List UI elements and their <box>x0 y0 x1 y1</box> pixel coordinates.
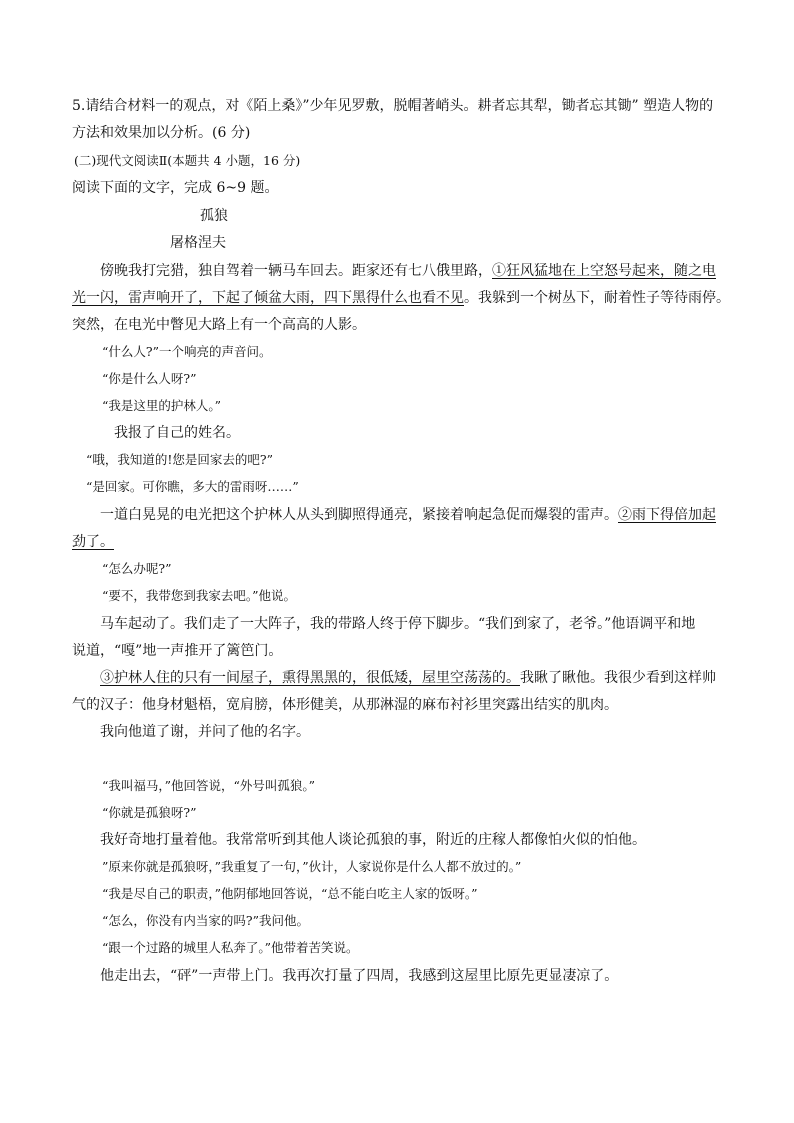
paragraph-7: 他走出去，“砰”一声带上门。我再次打量了四周，我感到这屋里比原先更显凄凉了。 <box>100 968 619 984</box>
dialogue-line: “哦，我知道的!您是回家去的吧?” <box>86 452 274 467</box>
underlined-sentence-3: ③护林人住的只有一间屋子，熏得黑黑的，很低矮，屋里空荡荡的。 <box>100 670 520 686</box>
paragraph-1-line-1 <box>100 262 716 280</box>
paragraph-4-line-2: 气的汉子：他身材魁梧，宽肩膀，体形健美，从那淋湿的麻布衬衫里突露出结实的肌肉。 <box>72 697 618 713</box>
dialogue-line: “你是什么人呀?” <box>102 371 197 386</box>
paragraph-1-text-cont: 。我躲到一个树丛下，耐着性子等待雨停。 <box>464 290 730 306</box>
paragraph-1-line-2 <box>72 289 730 307</box>
paragraph-4-text: 我瞅了瞅他。我很少看到这样帅 <box>520 670 716 686</box>
dialogue-line: “是回家。可你瞧，多大的雷雨呀……” <box>86 479 299 494</box>
underlined-sentence-1-cont: 光一闪，雷声响开了，下起了倾盆大雨，四下黑得什么也看不见 <box>72 290 464 306</box>
dialogue-line: “你就是孤狼呀?” <box>102 805 197 820</box>
dialogue-line: ”原来你就是孤狼呀，”我重复了一句，”伙计，人家说你是什么人都不放过的。” <box>102 859 522 874</box>
dialogue-line: “要不，我带您到我家去吧。”他说。 <box>102 588 297 603</box>
narration-line: 我报了自己的姓名。 <box>114 425 240 441</box>
paragraph-2-line-2 <box>72 533 114 551</box>
story-title: 孤狼 <box>200 208 228 224</box>
underlined-sentence-1: ①狂风猛地在上空怒号起来，随之电 <box>492 263 716 279</box>
section-heading: (二)现代文阅读Ⅱ(本题共 4 小题，16 分) <box>74 153 301 168</box>
story-author: 屠格涅夫 <box>170 235 226 251</box>
dialogue-line: “我是这里的护林人。” <box>102 398 222 413</box>
paragraph-1-line-3: 突然，在电光中瞥见大路上有一个高高的人影。 <box>72 317 366 333</box>
section-instruction: 阅读下面的文字，完成 6~9 题。 <box>72 180 279 196</box>
paragraph-3-line-1: 马车起动了。我们走了一大阵子，我的带路人终于停下脚步。“我们到家了，老爷。”他语调平和地 <box>100 616 696 632</box>
paragraph-2-line-1 <box>100 506 716 524</box>
underlined-sentence-2: ②雨下得倍加起 <box>618 507 716 523</box>
dialogue-line: “怎么，你没有内当家的吗?”我问他。 <box>102 913 309 928</box>
question-5-line-1: 5.请结合材料一的观点，对《陌上桑》”少年见罗敷，脱帽著峭头。耕者忘其犁，锄者忘其锄” 塑造人物的 <box>72 98 714 114</box>
paragraph-1-text: 傍晚我打完猎，独自驾着一辆马车回去。距家还有七八俄里路， <box>100 263 492 279</box>
dialogue-line: “怎么办呢?” <box>102 561 172 576</box>
paragraph-4-line-1 <box>100 669 716 687</box>
paragraph-3-line-2: 说道，“嘎”地一声推开了篱笆门。 <box>72 643 283 659</box>
question-5-line-2: 方法和效果加以分析。(6 分) <box>72 125 251 141</box>
dialogue-line: “跟一个过路的城里人私奔了。”他带着苦笑说。 <box>102 940 359 955</box>
dialogue-line: “什么人?”一个响亮的声音问。 <box>102 344 272 359</box>
dialogue-line: “我叫福马，”他回答说，“外号叫孤狼。” <box>102 778 316 793</box>
paragraph-6: 我好奇地打量着他。我常常听到其他人谈论孤狼的事，附近的庄稼人都像怕火似的怕他。 <box>100 832 646 848</box>
underlined-sentence-2-cont: 劲了。 <box>72 534 114 550</box>
paragraph-5: 我向他道了谢，并问了他的名字。 <box>100 724 310 740</box>
dialogue-line: “我是尽自己的职责，”他阴郁地回答说，“总不能白吃主人家的饭呀。” <box>102 886 478 901</box>
paragraph-2-text: 一道白晃晃的电光把这个护林人从头到脚照得通亮，紧接着响起急促而爆裂的雷声。 <box>100 507 618 523</box>
